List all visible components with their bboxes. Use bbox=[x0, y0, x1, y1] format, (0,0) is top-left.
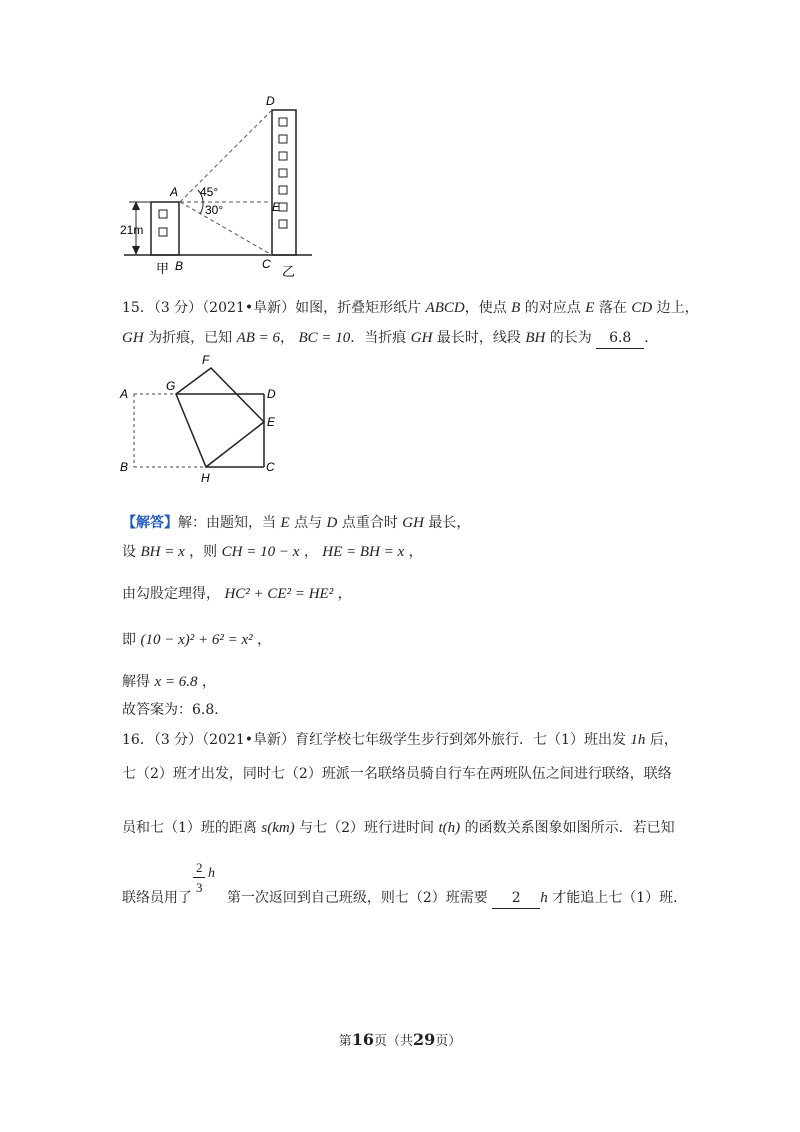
window bbox=[279, 186, 287, 194]
text: 即 bbox=[122, 632, 141, 648]
text: 边上， bbox=[652, 300, 699, 316]
text: ， bbox=[197, 674, 216, 690]
window bbox=[279, 135, 287, 143]
math: GH bbox=[122, 330, 144, 346]
question-number: 15． bbox=[122, 300, 154, 316]
label-A: A bbox=[120, 387, 129, 401]
math: D bbox=[326, 515, 338, 531]
math: GH bbox=[402, 515, 424, 531]
text: 第一次返回到自己班级，则七（2）班需要 bbox=[222, 890, 493, 906]
math: ABCD bbox=[425, 300, 465, 316]
text: ．当折痕 bbox=[350, 330, 411, 346]
text: 七（2）班才出发，同时七（2）班派一名联络员骑自行车在两班队伍之间进行联络，联络 bbox=[122, 766, 672, 782]
figure-folded-rectangle bbox=[116, 350, 286, 490]
solution-line6 bbox=[122, 700, 228, 720]
label-yi: 乙 bbox=[282, 264, 296, 279]
math: t(h) bbox=[438, 820, 461, 836]
window bbox=[279, 220, 287, 228]
answer-blank: 6.8 bbox=[596, 328, 644, 349]
solution-line4 bbox=[122, 630, 271, 650]
math: BC = 10 bbox=[298, 330, 351, 346]
text: 与七（2）班行进时间 bbox=[294, 820, 439, 836]
label-D: D bbox=[266, 94, 275, 108]
label-D: D bbox=[267, 387, 276, 401]
text: 的对应点 bbox=[520, 300, 586, 316]
answer-blank: 2 bbox=[492, 888, 540, 909]
q16-line1 bbox=[122, 730, 678, 750]
text: ， bbox=[252, 632, 272, 648]
page-footer bbox=[0, 1030, 800, 1049]
label-E: E bbox=[272, 200, 281, 214]
text: 为折痕，已知 bbox=[143, 330, 237, 346]
label-G: G bbox=[166, 379, 176, 393]
text: ， bbox=[404, 544, 423, 560]
math: h bbox=[208, 866, 215, 881]
q16-line4 bbox=[122, 888, 687, 909]
figure-towers bbox=[120, 90, 330, 280]
text: 点与 bbox=[289, 515, 327, 531]
math: GH bbox=[410, 330, 433, 346]
sight-line-AD bbox=[180, 110, 272, 202]
math: E bbox=[280, 515, 290, 531]
fraction-denominator: 3 bbox=[196, 880, 203, 895]
label-C: C bbox=[266, 460, 275, 474]
text: ，使点 bbox=[464, 300, 512, 316]
fraction-numerator: 2 bbox=[196, 860, 203, 875]
text: 点重合时 bbox=[337, 515, 403, 531]
q16-line2 bbox=[122, 764, 672, 784]
text: 故答案为：6.8． bbox=[122, 702, 229, 718]
math: h bbox=[540, 890, 548, 906]
label-45: 45° bbox=[200, 185, 219, 199]
text: ，则 bbox=[184, 544, 222, 560]
label-B: B bbox=[120, 460, 129, 474]
solution-line5 bbox=[122, 672, 216, 692]
arrow-head-down bbox=[132, 246, 140, 255]
label-H: H bbox=[201, 471, 210, 485]
q15-line2 bbox=[122, 328, 658, 349]
solution-tag: 【解答】 bbox=[122, 515, 178, 531]
q15-line1 bbox=[122, 298, 699, 318]
label-B: B bbox=[175, 259, 184, 273]
text: 页（共 bbox=[373, 1034, 413, 1049]
text: 最长时，线段 bbox=[432, 330, 526, 346]
window bbox=[279, 118, 287, 126]
text: 解：由题知，当 bbox=[178, 515, 281, 531]
window bbox=[279, 152, 287, 160]
math: HE = BH = x bbox=[322, 544, 405, 560]
text: 最长， bbox=[423, 515, 471, 531]
label-C: C bbox=[262, 257, 271, 271]
solution-line1 bbox=[122, 513, 470, 533]
text: 16．（3 分）（2021•阜新）育红学校七年级学生步行到郊外旅行．七（1）班出发 bbox=[122, 732, 631, 748]
text: ． bbox=[644, 330, 659, 346]
solution-line2 bbox=[122, 542, 423, 562]
math: 1h bbox=[630, 732, 646, 748]
text: 员和七（1）班的距离 bbox=[122, 820, 262, 836]
window bbox=[279, 203, 287, 211]
solution-line3 bbox=[122, 584, 352, 604]
text: 落在 bbox=[594, 300, 632, 316]
math: BH = x bbox=[140, 544, 185, 560]
total-pages: 29 bbox=[413, 1030, 436, 1049]
label-E: E bbox=[267, 415, 276, 429]
math: BH bbox=[525, 330, 546, 346]
window bbox=[159, 228, 167, 236]
text: 如图，折叠矩形纸片 bbox=[295, 300, 426, 316]
text: 页） bbox=[435, 1034, 462, 1049]
text: ， bbox=[280, 330, 299, 346]
math: HC² + CE² = HE² bbox=[224, 586, 334, 602]
text: 由勾股定理得， bbox=[122, 586, 225, 602]
label-height: 21m bbox=[120, 223, 144, 237]
text: 第 bbox=[338, 1034, 352, 1049]
score: （3 分） bbox=[153, 300, 203, 316]
text: 联络员用了 bbox=[122, 890, 197, 906]
math: x = 6.8 bbox=[154, 674, 198, 690]
window bbox=[159, 210, 167, 218]
text: 设 bbox=[122, 544, 141, 560]
label-A: A bbox=[170, 185, 179, 199]
text: 才能追上七（1）班． bbox=[547, 890, 688, 906]
math: E bbox=[585, 300, 595, 316]
source: （2021•阜新） bbox=[202, 300, 296, 316]
math: CD bbox=[631, 300, 653, 316]
math: (10 − x)² + 6² = x² bbox=[140, 632, 253, 648]
math: AB = 6 bbox=[236, 330, 281, 346]
text: 后， bbox=[645, 732, 678, 748]
label-30: 30° bbox=[205, 203, 224, 217]
folded-flap bbox=[176, 368, 264, 467]
text: 解得 bbox=[122, 674, 155, 690]
math: s(km) bbox=[261, 820, 295, 836]
text: ， bbox=[333, 586, 352, 602]
building-yi bbox=[272, 110, 296, 255]
window bbox=[279, 169, 287, 177]
text: ， bbox=[299, 544, 323, 560]
page-number: 16 bbox=[351, 1030, 374, 1049]
label-jia: 甲 bbox=[156, 261, 170, 276]
fraction-bar bbox=[193, 877, 205, 878]
text: 的函数关系图象如图所示．若已知 bbox=[460, 820, 675, 836]
q16-line3 bbox=[122, 818, 675, 838]
text: 的长为 bbox=[545, 330, 597, 346]
math: CH = 10 − x bbox=[221, 544, 300, 560]
math: B bbox=[511, 300, 521, 316]
label-F: F bbox=[202, 353, 210, 367]
sight-line-AC bbox=[180, 202, 272, 255]
